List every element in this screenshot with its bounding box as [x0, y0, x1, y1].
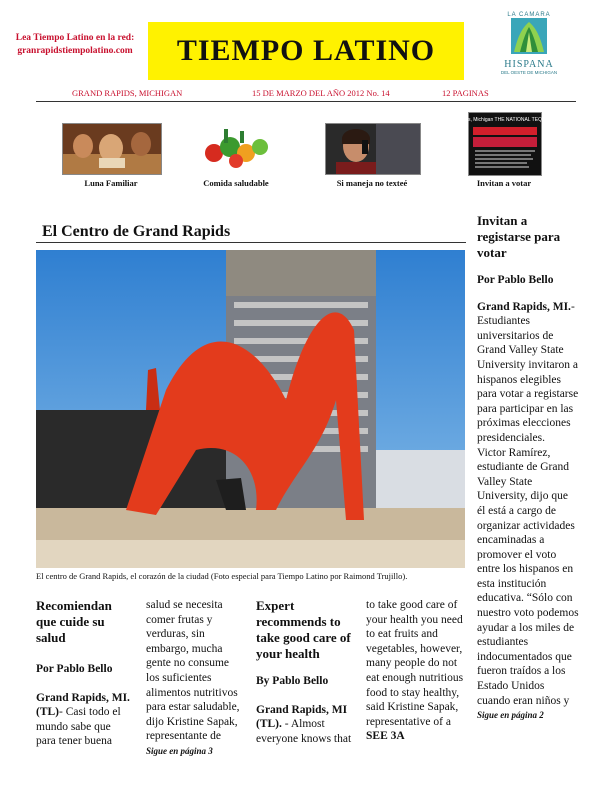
- party-poster-icon: [439, 113, 571, 175]
- article-es-col1: [36, 598, 132, 749]
- poster-text: Grand Rapids, Michigan THE NATIONAL TEQUILA PARTY: [439, 117, 571, 123]
- byline: Por Pablo Bello: [36, 663, 113, 675]
- la-grande-vitesse-sculpture-icon: [36, 250, 465, 568]
- byline: Por Pablo Bello: [477, 274, 554, 286]
- article-dateline: Grand Rapids, MI. (TL): [36, 691, 130, 719]
- sidebar-headline: Invitan a registarse para votar: [477, 213, 561, 260]
- masthead: [148, 22, 464, 80]
- promo-text: [6, 32, 144, 58]
- article-en-col2: [366, 598, 466, 744]
- article-body: Victor Ramírez, estudiante de Grand Valley State University, dijo que él está a cargo de organizar actividades encaminadas a promover el voto entre los hispanos en esta institución educativa. “Sólo con nuestro voto podemos ayudar a los miles de estudiantes indocumentados que fueron traídos a los Estado Unidos cuando eran niños y: [477, 446, 579, 707]
- section-divider: [36, 242, 466, 243]
- vegetables-icon: [196, 123, 276, 173]
- feature-photo: [36, 250, 465, 568]
- continue-link[interactable]: SEE 3A: [366, 730, 405, 743]
- thumb-luna-familiar[interactable]: [62, 123, 162, 175]
- logo-name: HISPANA: [504, 59, 554, 70]
- thumb-invitan-votar[interactable]: [439, 112, 571, 176]
- continue-link[interactable]: Sigue en página 3: [146, 745, 213, 756]
- article-body: - Almost everyone knows that: [256, 718, 352, 745]
- continue-link[interactable]: Sigue en página 2: [477, 710, 544, 721]
- article-body: to take good care of your health you need to eat fruits and vegetables, however, many people do not eat enough nutritious food to stay healthy, said Kristine Sapak, representative of a: [366, 599, 464, 728]
- thumb-no-textee[interactable]: [325, 123, 421, 175]
- article-body: - Estudiantes universitarios de Grand Valley State University invitaron a hispanos elegibles para votar a registarse para participar en las próximas elecciones presidenciales.: [477, 300, 579, 444]
- logo-subtitle: DEL OESTE DE MICHIGAN: [500, 70, 558, 75]
- thumb-comida-saludable[interactable]: [196, 123, 276, 173]
- logo-top-text: LA CAMARA: [507, 12, 551, 18]
- page-count: 12 PAGINAS: [442, 88, 489, 98]
- byline: By Pablo Bello: [256, 675, 329, 687]
- family-photo-icon: [63, 124, 161, 174]
- promo-url[interactable]: granrapidstiempolatino.com: [17, 46, 133, 56]
- article-es-col2: [146, 598, 242, 759]
- article-body: salud se necesita comer frutas y verduras, sin embargo, mucha gente no consume los suficientes alimentos nutritivos para estar saludable, dijo Kristine Sapak, representante de: [146, 599, 240, 743]
- camara-hispana-logo: [500, 12, 558, 84]
- article-headline: Expert recommends to take good care of your health: [256, 598, 351, 661]
- section-title: El Centro de Grand Rapids: [42, 223, 231, 240]
- newspaper-title: TIEMPO LATINO: [176, 34, 436, 67]
- promo-line: Lea Tiempo Latino en la red:: [15, 33, 135, 43]
- photo-caption: El centro de Grand Rapids, el corazón de la ciudad (Foto especial para Tiempo Latino por Raimond Trujillo).: [36, 571, 408, 581]
- article-dateline: Grand Rapids, MI.: [477, 300, 571, 313]
- thumb-caption: Invitan a votar: [476, 178, 532, 188]
- thumb-caption: Luna Familiar: [84, 178, 138, 188]
- dateline-bar: [36, 88, 576, 102]
- article-en-col1: [256, 598, 356, 746]
- sidebar-article: [477, 213, 579, 723]
- driver-phone-icon: [326, 124, 420, 174]
- article-body: - Casi todo el mundo sabe que para tener buena: [36, 706, 121, 748]
- article-dateline: Grand Rapids, MI (TL).: [256, 703, 348, 731]
- issue-date: 15 DE MARZO DEL AÑO 2012 No. 14: [252, 88, 390, 98]
- thumb-caption: Comida saludable: [203, 178, 269, 188]
- location: GRAND RAPIDS, MICHIGAN: [72, 88, 183, 98]
- thumb-caption: Si maneja no texteé: [336, 178, 408, 188]
- article-headline: Recomiendan que cuide su salud: [36, 598, 112, 645]
- logo-emblem-icon: [500, 18, 558, 54]
